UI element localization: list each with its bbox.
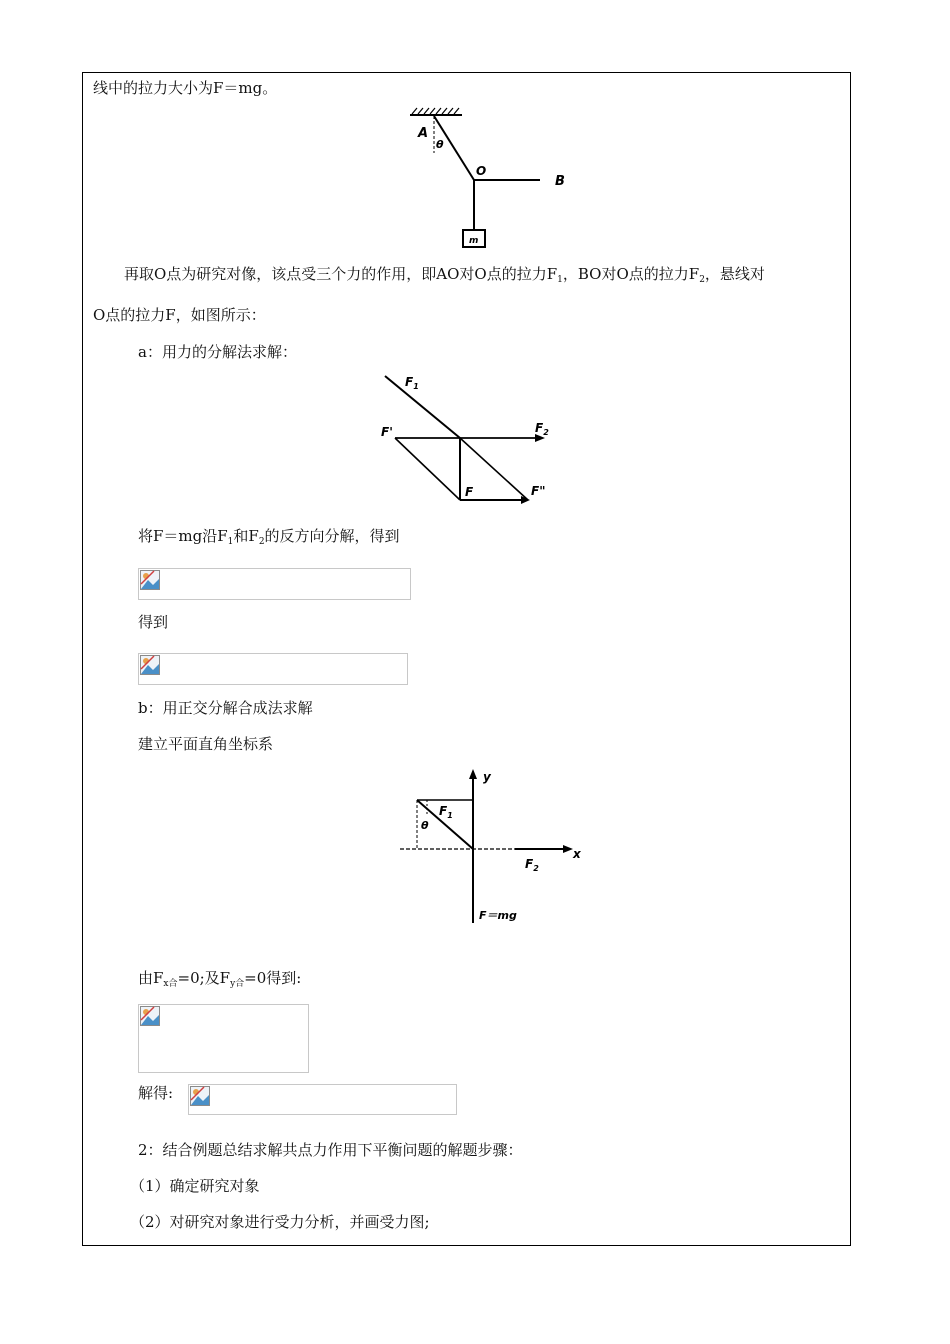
label-f1: $F_1$ [439, 804, 453, 820]
step-2: （2）对研究对象进行受力分析，并画受力图; [130, 1213, 430, 1231]
label-f-double-prime: F" [531, 484, 546, 498]
coordinate-diagram [395, 765, 595, 930]
broken-image-icon [190, 1086, 210, 1106]
text-solve: 解得: [138, 1084, 174, 1102]
label-a: A [418, 126, 429, 141]
equation-image-1 [138, 568, 411, 600]
label-f-prime: F' [381, 425, 393, 439]
suspension-diagram [400, 105, 590, 260]
text-tension-equals-mg: 线中的拉力大小为F＝mg。 [93, 79, 278, 97]
label-m: m [469, 236, 479, 246]
broken-image-icon [140, 570, 160, 590]
steps-heading: 2：结合例题总结求解共点力作用下平衡问题的解题步骤： [138, 1141, 523, 1159]
text-build-coords: 建立平面直角坐标系 [138, 735, 274, 753]
label-f2: $F_2$ [535, 421, 549, 437]
label-theta: θ [421, 819, 429, 832]
label-y: y [483, 770, 491, 784]
para-o-forces-cont: O点的拉力F，如图所示： [93, 306, 266, 324]
method-a-heading: a：用力的分解法求解： [138, 343, 297, 361]
method-b-heading: b：用正交分解合成法求解 [138, 699, 313, 717]
force-decomposition-diagram [375, 368, 575, 510]
broken-image-icon [140, 655, 160, 675]
label-f2: $F_2$ [525, 857, 539, 873]
equilibrium-condition: 由$F_{x合}=0$;及$F_{y合}=0$得到: [138, 969, 302, 989]
equation-image-2 [138, 653, 408, 685]
label-theta: θ [436, 138, 444, 151]
equation-image-4 [188, 1084, 457, 1115]
label-o: O [476, 164, 487, 178]
label-b: B [555, 174, 565, 189]
para-o-forces: 再取O点为研究对像，该点受三个力的作用，即AO对O点的拉力$F_1$，BO对O点的拉力$F_2$，悬线对 [124, 265, 765, 285]
label-f: F [465, 485, 474, 499]
label-f1: $F_1$ [405, 375, 419, 391]
broken-image-icon [140, 1006, 160, 1026]
label-x: x [573, 847, 581, 861]
text-got-1: 得到 [138, 613, 169, 631]
label-f-mg: F＝mg [479, 909, 517, 922]
decompose-sentence: 将F＝mg沿$F_1$和$F_2$的反方向分解，得到 [138, 527, 400, 547]
step-1: （1）确定研究对象 [130, 1177, 260, 1195]
equation-image-3 [138, 1004, 309, 1073]
